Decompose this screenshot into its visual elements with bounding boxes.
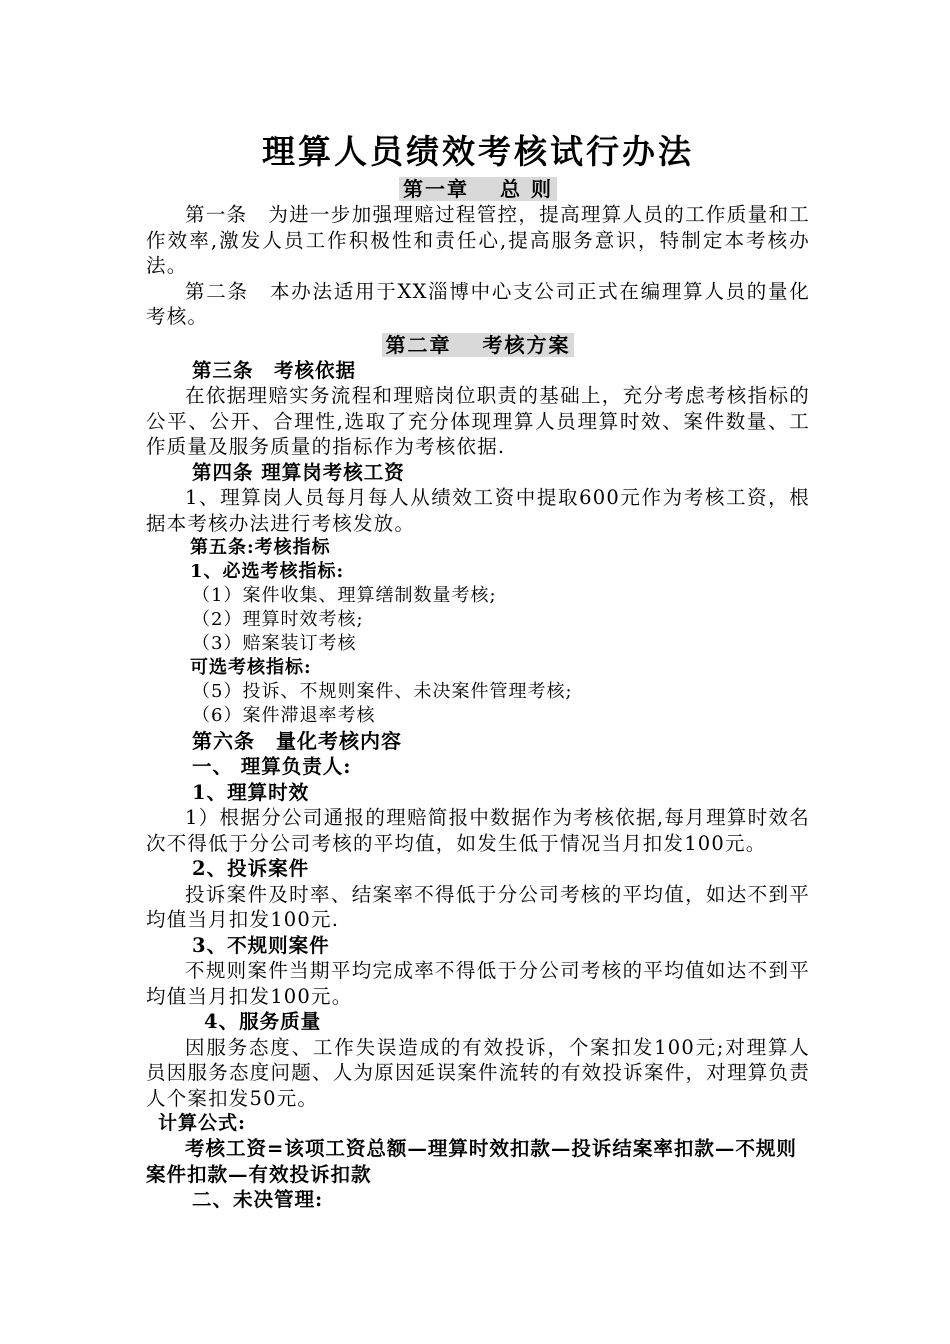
list-item: （3）赔案装订考核 bbox=[192, 633, 357, 654]
required-indicators-title: 1、必选考核指标: bbox=[190, 561, 345, 582]
section-1-title: 一、 理算负责人: bbox=[192, 755, 352, 778]
subsection-4-title: 4、服务质量 bbox=[204, 1010, 322, 1033]
calculation-title: 计算公式: bbox=[158, 1112, 247, 1134]
chapter-1-heading: 第一章 总 则 bbox=[146, 176, 810, 202]
subsection-2-title: 2、投诉案件 bbox=[192, 857, 310, 880]
document-title: 理算人员绩效考核试行办法 bbox=[262, 132, 694, 171]
article-3-title: 第三条 考核依据 bbox=[192, 358, 357, 382]
subsection-4-body: 因服务态度、工作失误造成的有效投诉，个案扣发100元;对理算人员因服务态度问题、人为原因延误案件流转的有效投诉案件，对理算负责人个案扣发50元。 bbox=[146, 1035, 810, 1110]
document-page bbox=[146, 130, 810, 1213]
subsection-1-title: 1、理算时效 bbox=[192, 780, 310, 804]
optional-indicators-title: 可选考核指标: bbox=[190, 657, 312, 678]
article-4-body: 1、理算岗人员每月每人从绩效工资中提取600元作为考核工资，根据本考核办法进行考核发放。 bbox=[146, 486, 810, 535]
article-4-title: 第四条 理算岗考核工资 bbox=[192, 460, 405, 484]
subsection-1-body: 1）根据分公司通报的理赔简报中数据作为考核依据,每月理算时效名次不得低于分公司考核的平均值，如发生低于情况当月扣发100元。 bbox=[146, 806, 810, 855]
list-item: （1）案件收集、理算缮制数量考核; bbox=[192, 585, 497, 606]
subsection-3-title: 3、不规则案件 bbox=[192, 933, 330, 957]
article-2: 第二条 本办法适用于XX淄博中心支公司正式在编理算人员的量化考核。 bbox=[146, 279, 810, 328]
section-2-title: 二、未决管理: bbox=[192, 1188, 324, 1211]
calculation-formula: 考核工资=该项工资总额—理算时效扣款—投诉结案率扣款—不规则案件扣款—有效投诉扣款 bbox=[146, 1137, 797, 1186]
list-item: （2）理算时效考核; bbox=[192, 609, 364, 630]
article-5-title: 第五条:考核指标 bbox=[190, 537, 331, 558]
article-3-body: 在依据理赔实务流程和理赔岗位职责的基础上，充分考虑考核指标的公平、公开、合理性,选取了充分体现理算人员理算时效、案件数量、工作质量及服务质量的指标作为考核依据. bbox=[146, 384, 810, 458]
subsection-2-body: 投诉案件及时率、结案率不得低于分公司考核的平均值，如达不到平均值当月扣发100元. bbox=[146, 882, 810, 931]
chapter-2-heading: 第二章 考核方案 bbox=[146, 332, 810, 358]
subsection-3-body: 不规则案件当期平均完成率不得低于分公司考核的平均值如达不到平均值当月扣发100元。 bbox=[146, 959, 810, 1008]
list-item: （6）案件滞退率考核 bbox=[192, 705, 376, 726]
article-6-title: 第六条 量化考核内容 bbox=[192, 729, 402, 753]
article-1: 第一条 为进一步加强理赔过程管控，提高理算人员的工作质量和工作效率,激发人员工作积极性和责任心,提高服务意识，特制定本考核办法。 bbox=[146, 203, 810, 277]
list-item: （5）投诉、不规则案件、未决案件管理考核; bbox=[192, 681, 573, 702]
